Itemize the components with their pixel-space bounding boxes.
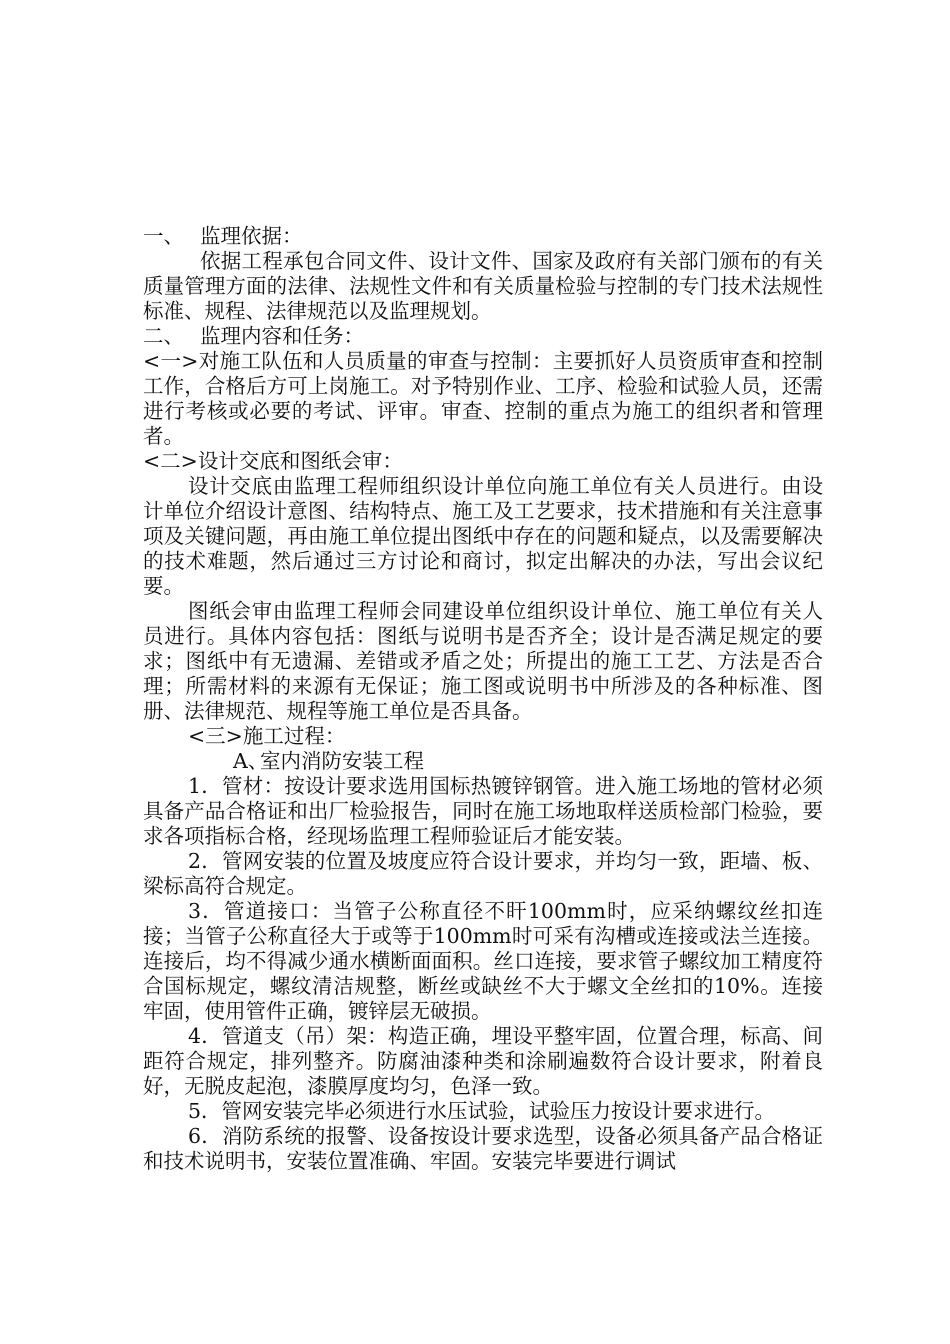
sub-heading-a-number: A、 xyxy=(233,749,269,773)
point-6: 6．消防系统的报警、设备按设计要求选型，设备必须具备产品合格证和技术说明书，安装位置准确、牢固。安装完毕要进行调试 xyxy=(143,1124,823,1173)
section-title-2: 监理内容和任务： xyxy=(200,324,364,348)
item-2-paragraph-1: 设计交底由监理工程师组织设计单位向施工单位有关人员进行。由设计单位介绍设计意图、结构特点、施工及工艺要求，技术措施和有关注意事项及关键问题，再由施工单位提出图纸中存在的问题和疑点，以及需要解决的技术难题，然后通过三方讨论和商讨，拟定出解决的办法，写出会议纪要。 xyxy=(143,474,823,598)
section-number-1: 一、 xyxy=(143,224,184,248)
point-4: 4．管道支（吊）架：构造正确，埋设平整牢固，位置合理，标高、间距符合规定，排列整齐。防腐油漆种类和涂刷遍数符合设计要求，附着良好，无脱皮起泡，漆膜厚度均匀，色泽一致。 xyxy=(143,1024,823,1098)
sub-heading-a-title: 室内消防安装工程 xyxy=(260,749,424,773)
item-2-paragraph-2: 图纸会审由监理工程师会同建设单位组织设计单位、施工单位有关人员进行。具体内容包括：图纸与说明书是否齐全；设计是否满足规定的要求；图纸中有无遗漏、差错或矛盾之处；所提出的施工工艺、方法是否合理；所需材料的来源有无保证；施工图或说明书中所涉及的各种标准、图册、法律规范、规程等施工单位是否具备。 xyxy=(143,599,823,723)
document-body xyxy=(143,224,823,1174)
point-3: 3．管道接口：当管子公称直径不盰100mm时，应采纳螺纹丝扣连接；当管子公称直径大于或等于100mm时可采有沟槽或连接或法兰连接。连接后，均不得减少通水横断面面积。丝口连接，要求管子螺纹加工精度符合国标规定，螺纹清洁规整，断丝或缺丝不大于螺文全丝扣的10%。连接牢固，使用管件正确，镀锌层无破损。 xyxy=(143,899,823,1023)
section-1-paragraph: 依据工程承包合同文件、设计文件、国家及政府有关部门颁布的有关质量管理方面的法律、法规性文件和有关质量检验与控制的专门技术法规性标准、规程、法律规范以及监理规划。 xyxy=(143,249,823,323)
point-5: 5．管网安装完毕必须进行水压试验，试验压力按设计要求进行。 xyxy=(188,1099,776,1123)
item-1-paragraph: <一>对施工队伍和人员质量的审查与控制：主要抓好人员资质审查和控制工作，合格后方可上岗施工。对予特别作业、工序、检验和试验人员，还需进行考核或必要的考试、评审。审查、控制的重点为施工的组织者和管理者。 xyxy=(143,349,823,448)
sub-heading-a xyxy=(143,749,823,774)
item-2-title: <二>设计交底和图纸会审： xyxy=(143,449,403,473)
section-title-1: 监理依据： xyxy=(200,224,303,248)
section-heading-2 xyxy=(143,324,823,349)
section-heading-1 xyxy=(143,224,823,249)
section-number-2: 二、 xyxy=(143,324,184,348)
item-3-title: <三>施工过程： xyxy=(188,724,346,748)
point-1: 1．管材：按设计要求选用国标热镀锌钢管。进入施工场地的管材必须具备产品合格证和出厂检验报告，同时在施工场地取样送质检部门检验，要求各项指标合格，经现场监理工程师验证后才能安装。 xyxy=(143,774,823,848)
point-2: 2．管网安装的位置及坡度应符合设计要求，并均匀一致，距墙、板、梁标高符合规定。 xyxy=(143,849,823,898)
